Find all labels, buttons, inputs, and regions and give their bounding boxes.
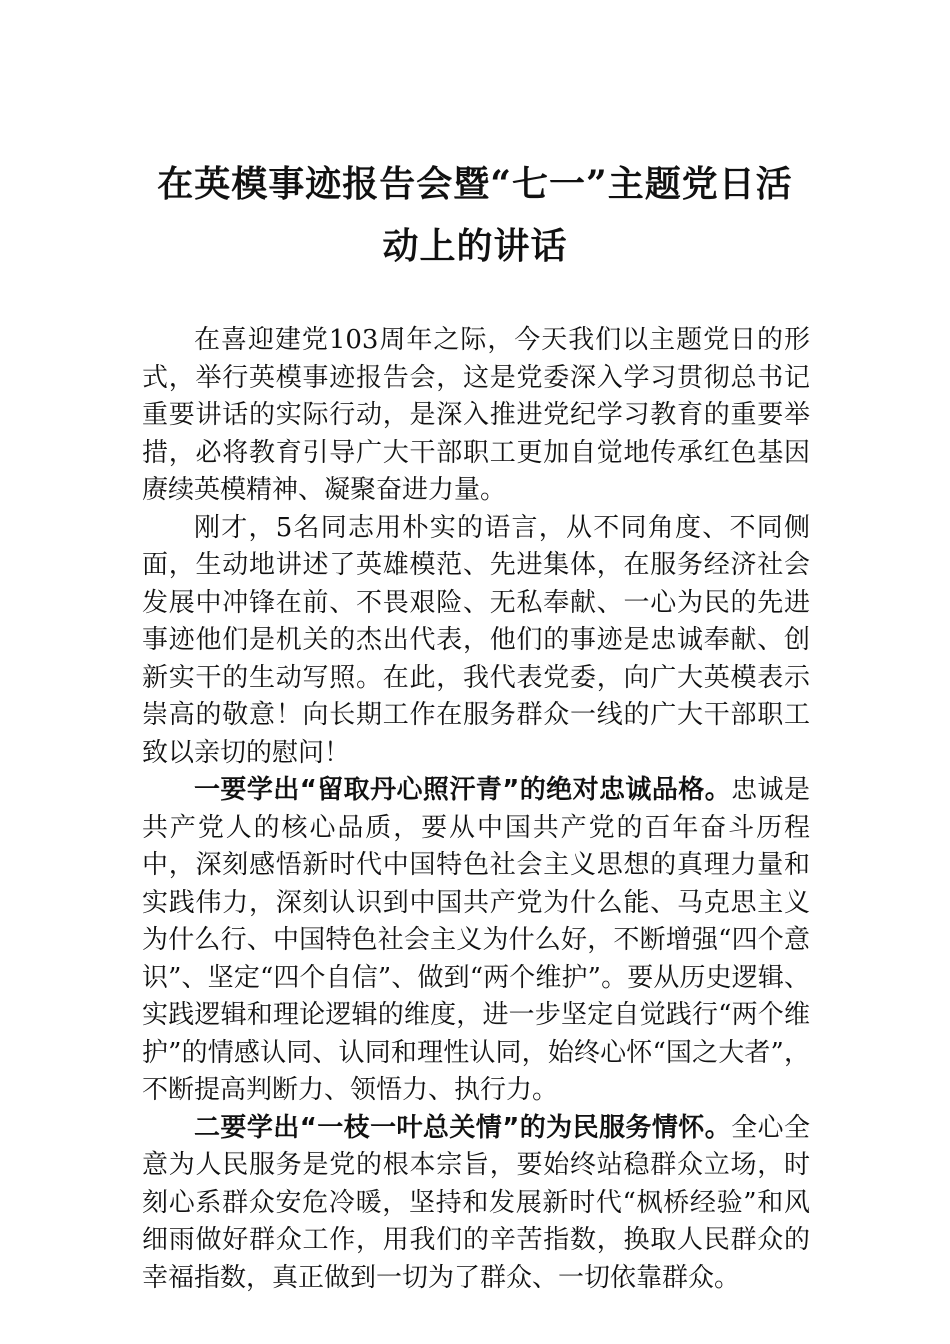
paragraph-text: 忠诚是共产党人的核心品质，要从中国共产党的百年奋斗历程中，深刻感悟新时代中国特色社会主义思想的真理力量和实践伟力，深刻认识到中国共产党为什么能、马克思主义为什么行、中国特色社会主义为什么好，不断增强“四个意识”、坚定“四个自信”、做到“两个维护”。要从历史逻辑、实践逻辑和理论逻辑的维度，进一步坚定自觉践行“两个维护”的情感认同、认同和理性认同，始终心怀“国之大者”，不断提高判断力、领悟力、执行力。 [142, 775, 810, 1105]
paragraph-text: 刚才，5名同志用朴实的语言，从不同角度、不同侧面，生动地讲述了英雄模范、先进集体，在服务经济社会发展中冲锋在前、不畏艰险、无私奉献、一心为民的先进事迹他们是机关的杰出代表，他们的事迹是忠诚奉献、创新实干的生动写照。在此，我代表党委，向广大英模表示崇高的敬意！向长期工作在服务群众一线的广大干部职工致以亲切的慰问！ [142, 512, 810, 768]
paragraph-point-one [142, 772, 810, 1110]
paragraph-tribute [142, 510, 810, 773]
paragraph-opening [142, 322, 810, 510]
document-title-line-1: 在英模事迹报告会暨“七一”主题党日活 [157, 163, 793, 205]
paragraph-text: 在喜迎建党103周年之际，今天我们以主题党日的形式，举行英模事迹报告会，这是党委深入学习贯彻总书记重要讲话的实际行动，是深入推进党纪学习教育的重要举措，必将教育引导广大干部职工更加自觉地传承红色基因赓续英模精神、凝聚奋进力量。 [142, 325, 810, 505]
paragraph-point-two [142, 1110, 810, 1298]
paragraph-lead: 二要学出“一枝一叶总关情”的为民服务情怀。 [194, 1112, 732, 1143]
document-body [142, 322, 810, 1297]
paragraph-lead: 一要学出“留取丹心照汗青”的绝对忠诚品格。 [194, 775, 732, 805]
document-title-line-2: 动上的讲话 [382, 225, 568, 267]
paragraph-text: 全心全意为人民服务是党的根本宗旨，要始终站稳群众立场，时刻心系群众安危冷暖，坚持和发展新时代“枫桥经验”和风细雨做好群众工作，用我们的辛苦指数，换取人民群众的幸福指数，真正做到一切为了群众、一切依靠群众。 [142, 1112, 810, 1293]
